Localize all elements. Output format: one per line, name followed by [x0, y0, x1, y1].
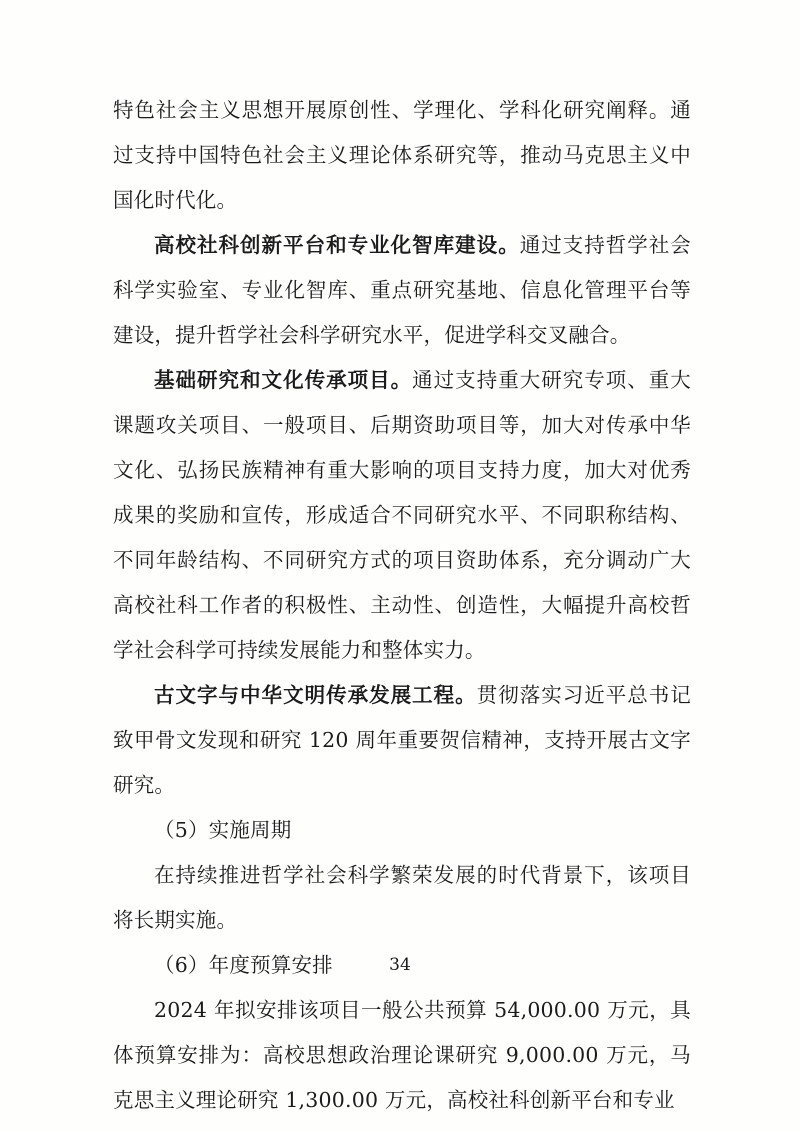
- paragraph-text: 贯彻落实习近平总书记致甲骨文发现和研究 120 周年重要贺信精神，支持开展古文字研究。: [113, 683, 691, 797]
- paragraph-text: 特色社会主义思想开展原创性、学理化、学科化研究阐释。通过支持中国特色社会主义理论体系研究等，推动马克思主义中国化时代化。: [113, 98, 691, 212]
- page-number: 34: [389, 955, 411, 975]
- paragraph: [113, 88, 691, 223]
- paragraph: [113, 223, 691, 358]
- paragraph-text: （5）实施周期: [154, 818, 292, 842]
- paragraph: [113, 988, 691, 1123]
- paragraph-text: 通过支持哲学社会科学实验室、专业化智库、重点研究基地、信息化管理平台等建设，提升哲学社会科学研究水平，促进学科交叉融合。: [113, 233, 691, 347]
- section-heading: [113, 808, 691, 853]
- paragraph-lead: 基础研究和文化传承项目。: [154, 368, 413, 392]
- paragraph: [113, 358, 691, 673]
- paragraph-lead: 高校社科创新平台和专业化智库建设。: [154, 233, 520, 257]
- paragraph-text: 通过支持重大研究专项、重大课题攻关项目、一般项目、后期资助项目等，加大对传承中华文化、弘扬民族精神有重大影响的项目支持力度，加大对优秀成果的奖励和宣传，形成适合不同研究水平、不同职称结构、不同年龄结构、不同研究方式的项目资助体系，充分调动广大高校社科工作者的积极性、主动性、创造性，大幅提升高校哲学社会科学可持续发展能力和整体实力。: [113, 368, 691, 662]
- paragraph-text: （6）年度预算安排: [154, 953, 333, 977]
- paragraph: [113, 673, 691, 808]
- paragraph: [113, 853, 691, 943]
- paragraph-text: 在持续推进哲学社会科学繁荣发展的时代背景下，该项目将长期实施。: [113, 863, 691, 932]
- paragraph-text: 2024 年拟安排该项目一般公共预算 54,000.00 万元，具体预算安排为：高校思想政治理论课研究 9,000.00 万元，马克思主义理论研究 1,300.00 万元，高校社科创新平台和专业: [113, 998, 691, 1112]
- paragraph-lead: 古文字与中华文明传承发展工程。: [154, 683, 477, 707]
